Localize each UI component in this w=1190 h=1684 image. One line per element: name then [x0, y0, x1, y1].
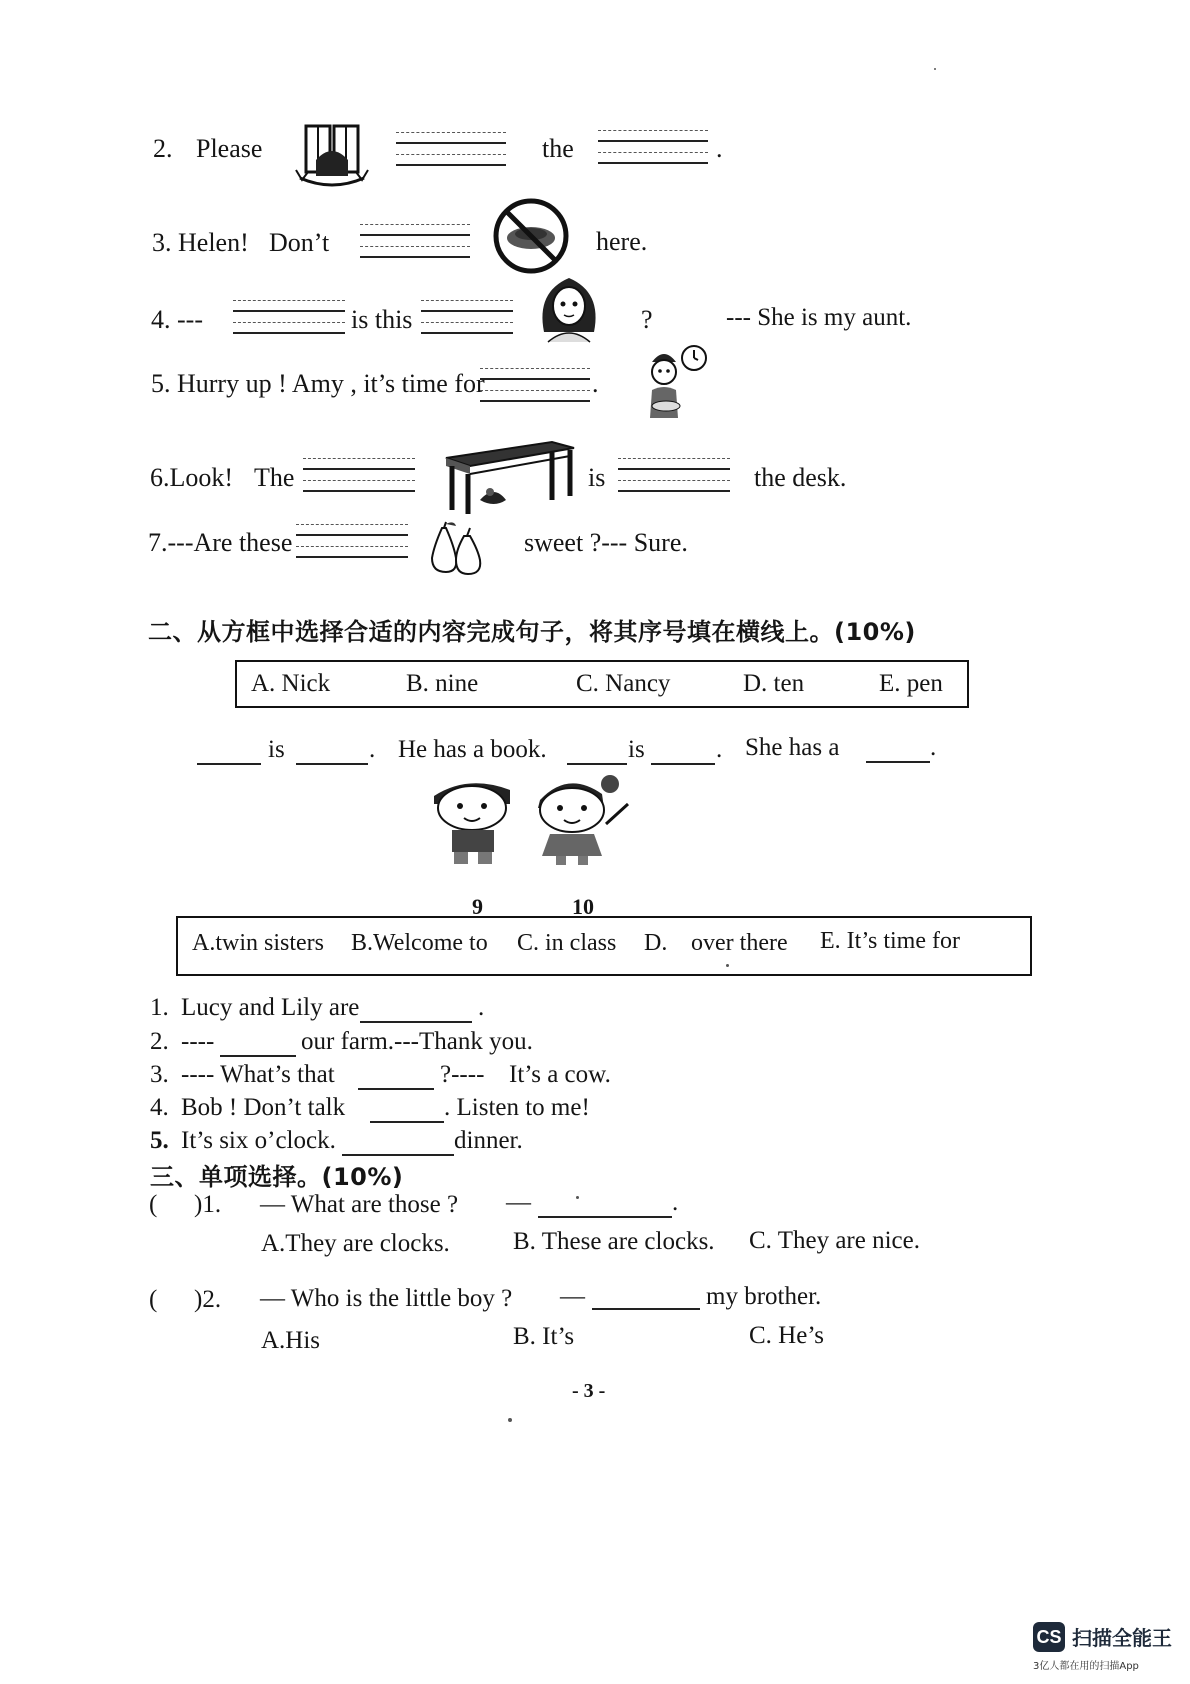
section2-blank-1[interactable] [197, 762, 261, 765]
q1-dash: — [506, 1189, 531, 1216]
desk-with-object-icon [440, 438, 580, 518]
q2-blank-1[interactable] [396, 130, 506, 170]
option-c-in-class: C. in class [517, 930, 617, 956]
q3-dont: Don’t [269, 228, 330, 257]
item-2-blank[interactable] [220, 1054, 296, 1057]
item-2-dashes: ---- [181, 1028, 215, 1055]
q6-is: is [588, 463, 606, 492]
q6-lead: 6.Look! [150, 463, 234, 492]
q1-question: — What are those ? [260, 1191, 459, 1218]
watermark-brand: 扫描全能王 [1072, 1626, 1172, 1650]
item-1-number: 1. [150, 994, 169, 1021]
q2-blank[interactable] [592, 1307, 700, 1310]
q1-number: )1. [194, 1191, 222, 1218]
item-2-text: our farm.---Thank you. [301, 1028, 533, 1055]
q3-lead: 3. Helen! [152, 228, 249, 257]
q4-blank-1[interactable] [233, 298, 345, 338]
section2-number-10: 10 [572, 894, 594, 919]
section2-is-1: is [268, 736, 285, 763]
option-e-pen: E. pen [879, 670, 943, 697]
scan-speck [934, 68, 936, 70]
pears-icon [424, 520, 488, 576]
item-1-text: Lucy and Lily are [181, 994, 360, 1021]
q6-blank-1[interactable] [303, 456, 415, 496]
option-d-over-there: over there [691, 930, 788, 956]
q3-blank[interactable] [360, 222, 470, 262]
item-3-number: 3. [150, 1061, 169, 1088]
q1-option-b[interactable]: B. These are clocks. [513, 1228, 715, 1255]
watermark-tagline: 3亿人都在用的扫描App [1033, 1661, 1139, 1672]
boy-clock-icon [636, 340, 710, 420]
q6-the-desk: the desk. [754, 463, 847, 492]
q5-lead: 5. Hurry up ! Amy , it’s time for [151, 369, 485, 398]
item-4-number: 4. [150, 1094, 169, 1121]
q7-blank[interactable] [296, 522, 408, 562]
q4-lead: 4. --- [151, 305, 203, 334]
option-d-ten: D. ten [743, 670, 805, 697]
section2-blank-5[interactable] [866, 760, 930, 763]
section2-is-2: is [628, 736, 645, 763]
boy-girl-icon [428, 774, 646, 866]
q2-option-a[interactable]: A.His [261, 1327, 321, 1354]
item-3-answer: It’s a cow. [509, 1061, 611, 1088]
q2-text-please: Please [196, 134, 263, 163]
item-4-text: Bob ! Don’t talk [181, 1094, 346, 1121]
option-d-label: D. [644, 930, 668, 956]
q5-blank[interactable] [480, 366, 590, 406]
word-box-2 [176, 916, 1032, 976]
item-1-end: . [478, 994, 485, 1021]
q6-the: The [254, 463, 295, 492]
item-4-blank[interactable] [370, 1120, 444, 1123]
section2-blank-3[interactable] [567, 762, 627, 765]
section2-blank-2[interactable] [296, 762, 368, 765]
q1-option-a[interactable]: A.They are clocks. [261, 1230, 450, 1257]
q2-period: . [716, 134, 723, 163]
q2-option-b[interactable]: B. It’s [513, 1323, 575, 1350]
q6-blank-2[interactable] [618, 456, 730, 496]
option-b-welcome-to: B.Welcome to [351, 930, 488, 956]
section2-dot-3: . [930, 734, 937, 761]
q1-paren-open: ( [149, 1191, 158, 1218]
section2-sentence-1: He has a book. [398, 736, 547, 763]
q4-question-mark: ? [641, 305, 653, 334]
no-food-sign-icon [490, 198, 572, 274]
window-icon [292, 120, 372, 188]
option-e-its-time-for: E. It’s time for [820, 928, 960, 954]
q2-blank-2[interactable] [598, 128, 708, 168]
q1-end: . [672, 1189, 679, 1216]
item-2-number: 2. [150, 1028, 169, 1055]
q3-here: here. [596, 227, 648, 256]
camscanner-logo-icon: CS [1033, 1622, 1065, 1652]
q2-end: my brother. [706, 1283, 822, 1310]
q2-question: — Who is the little boy ? [260, 1285, 513, 1312]
q4-is-this: is this [351, 305, 413, 334]
item-5-number: 5. [150, 1127, 169, 1154]
section2-heading: 二、从方框中选择合适的内容完成句子，将其序号填在横线上。(10%) [148, 618, 916, 646]
q7-lead: 7.---Are these [148, 528, 293, 557]
q4-answer: --- She is my aunt. [726, 304, 912, 331]
item-3-mid: ?---- [440, 1061, 485, 1088]
section2-sentence-2: She has a [745, 734, 840, 761]
q2-answer-slot[interactable] [160, 1289, 190, 1315]
item-1-blank[interactable] [360, 1020, 472, 1023]
item-5-end: dinner. [454, 1127, 523, 1154]
section2-number-9: 9 [472, 894, 483, 919]
option-a-twin-sisters: A.twin sisters [192, 930, 324, 956]
q2-paren-open: ( [149, 1286, 158, 1313]
item-4-end: . Listen to me! [444, 1094, 590, 1121]
girl-portrait-icon [528, 272, 610, 344]
q2-number: )2. [194, 1286, 222, 1313]
scan-speck [508, 1418, 512, 1422]
section2-blank-4[interactable] [651, 762, 715, 765]
q1-answer-slot[interactable] [160, 1194, 190, 1220]
q2-option-c[interactable]: C. He’s [749, 1322, 824, 1349]
option-a-nick: A. Nick [251, 670, 331, 697]
section2-dot-1: . [369, 736, 376, 763]
section2-dot-2: . [716, 736, 723, 763]
item-5-text: It’s six o’clock. [181, 1127, 336, 1154]
item-3-blank[interactable] [358, 1087, 434, 1090]
q4-blank-2[interactable] [421, 298, 513, 338]
option-b-nine: B. nine [406, 670, 479, 697]
q5-period: . [592, 369, 599, 398]
word-box-1 [235, 660, 969, 708]
q1-blank[interactable] [538, 1215, 672, 1218]
q2-number: 2. [153, 134, 173, 163]
item-5-blank[interactable] [342, 1153, 454, 1156]
q7-end: sweet ?--- Sure. [524, 528, 688, 557]
section3-heading: 三、单项选择。(10%) [150, 1163, 404, 1191]
page-number: - 3 - [572, 1380, 606, 1402]
option-c-nancy: C. Nancy [576, 670, 671, 697]
item-3-text: ---- What’s that [181, 1061, 335, 1088]
scan-speck [576, 1196, 579, 1199]
q2-text-the: the [542, 134, 574, 163]
scan-speck [726, 964, 729, 967]
q1-option-c[interactable]: C. They are nice. [749, 1227, 920, 1254]
q2-dash: — [560, 1283, 585, 1310]
